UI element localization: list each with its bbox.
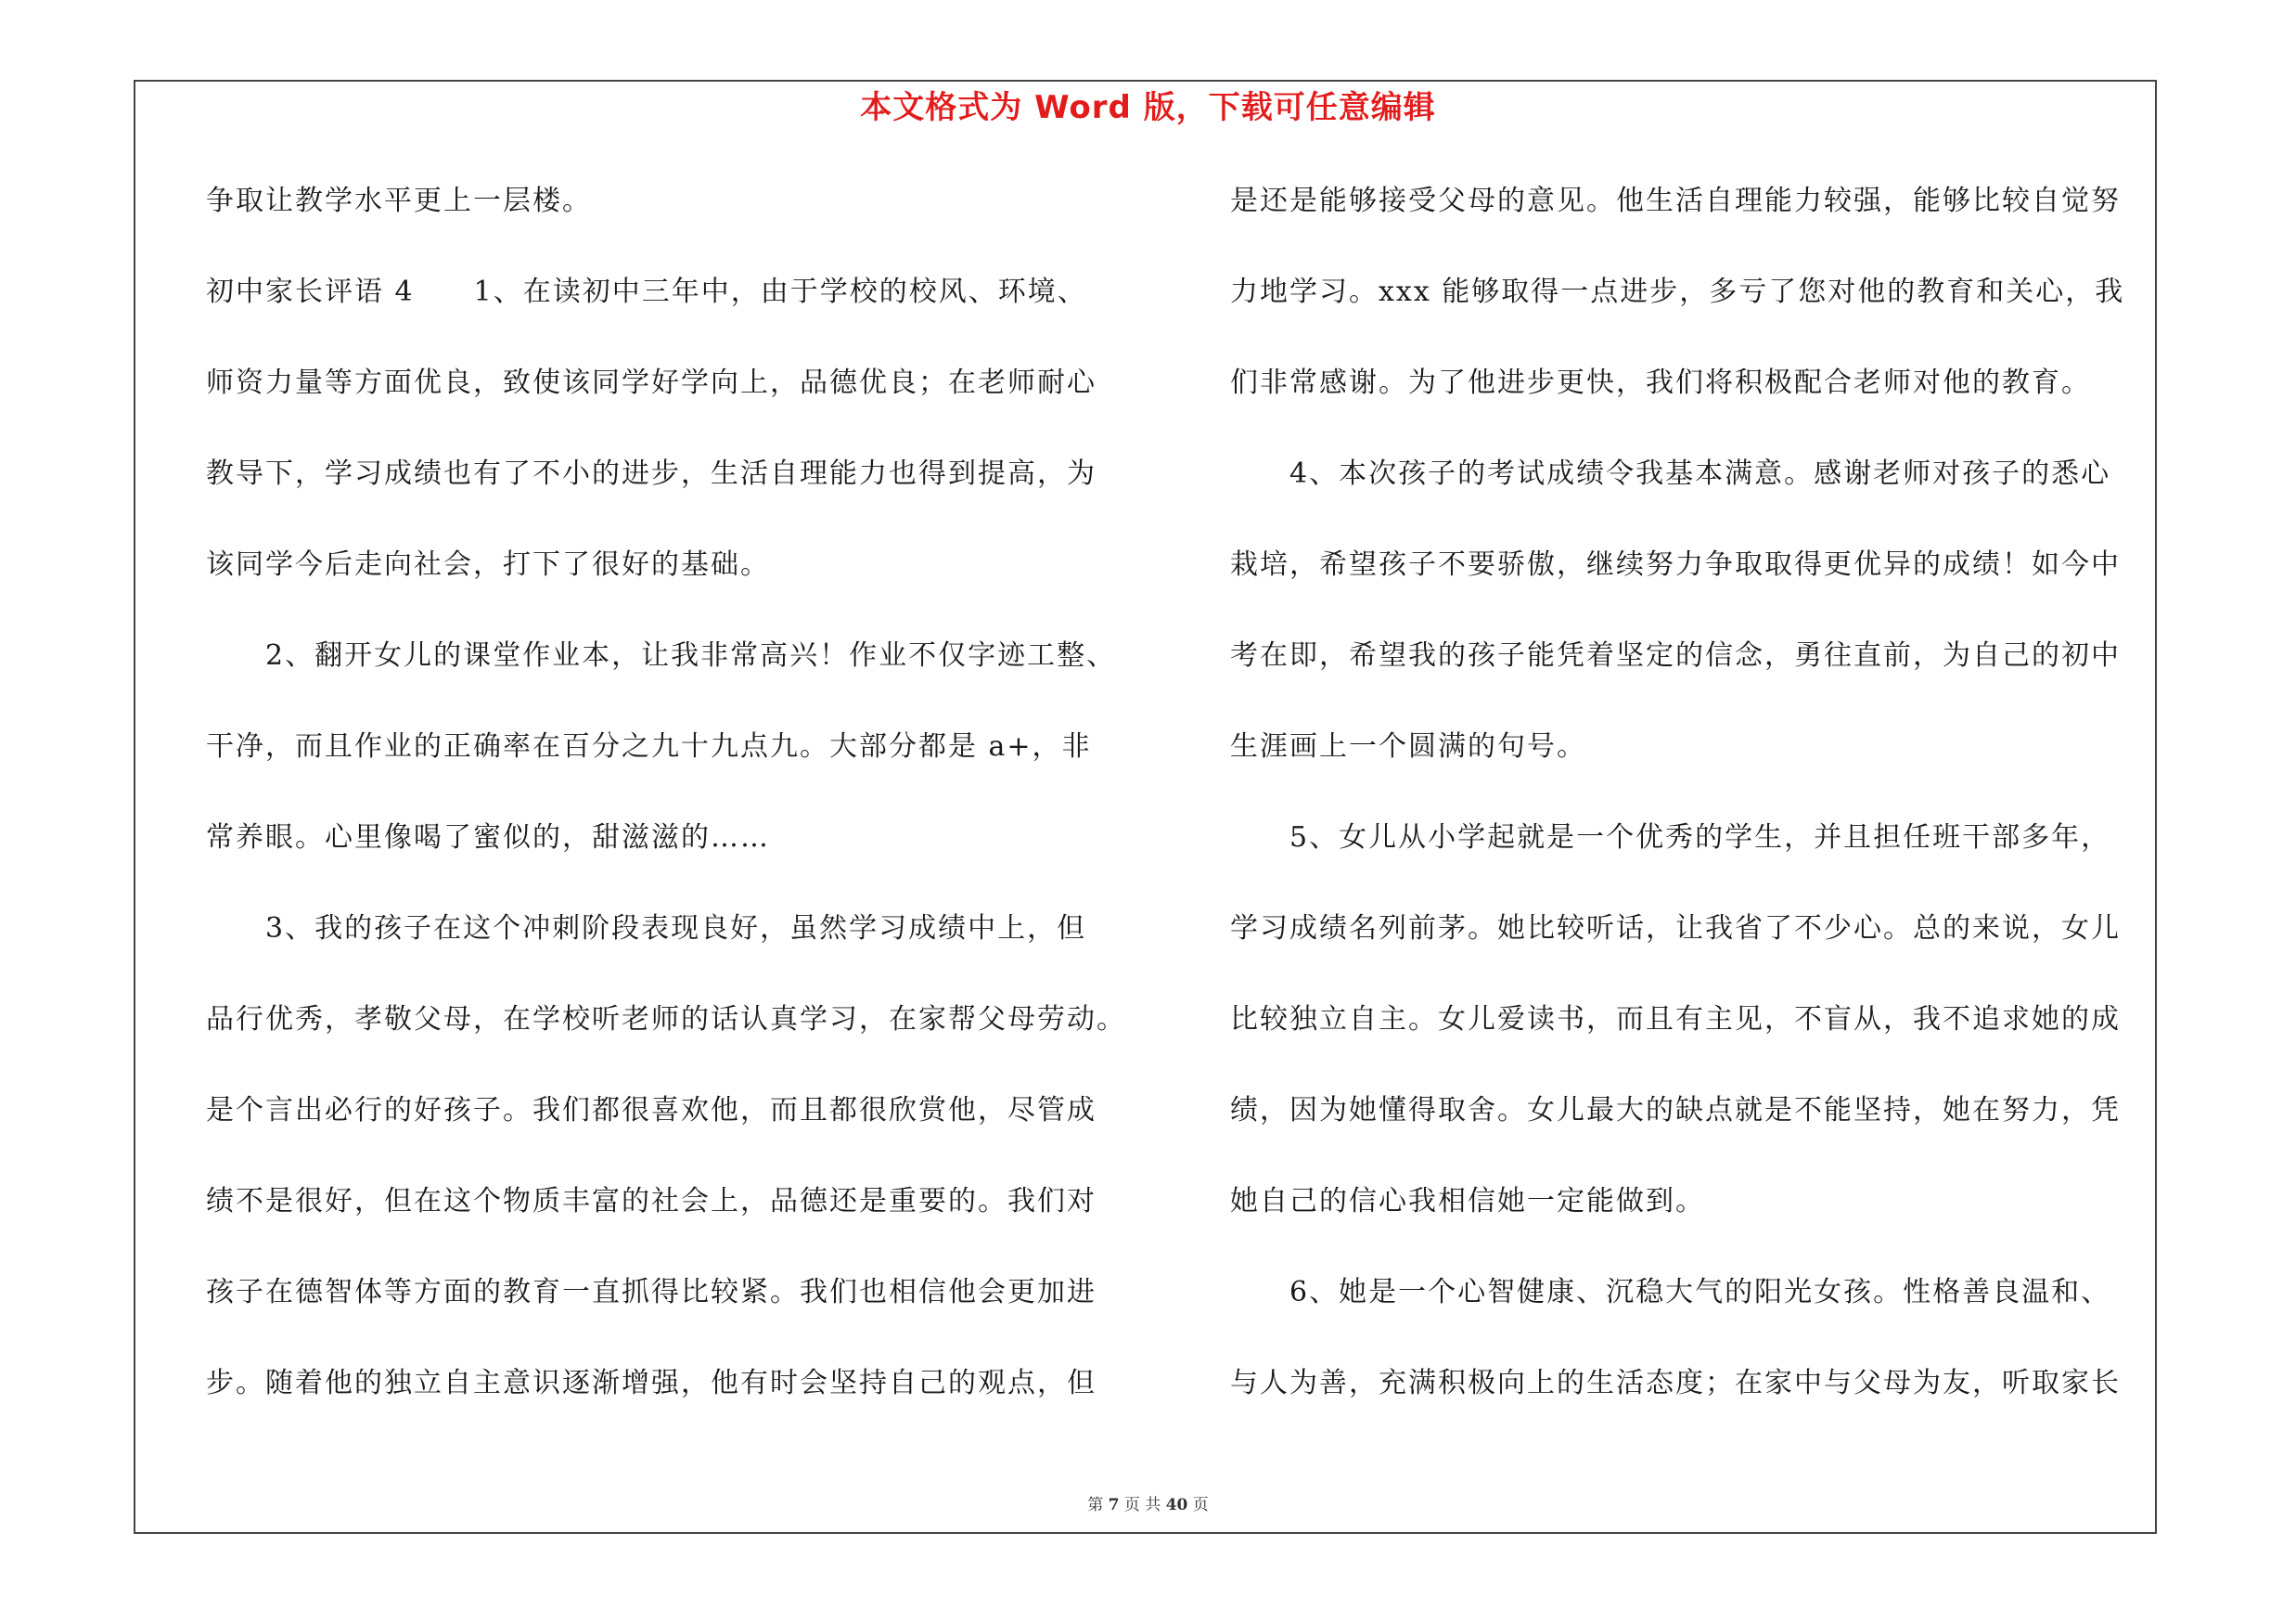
text-line: 孩子在德智体等方面的教育一直抓得比较紧。我们也相信他会更加进 [206, 1276, 1097, 1308]
text-line: 品行优秀，孝敬父母，在学校听老师的话认真学习，在家帮父母劳动。 [206, 1003, 1126, 1036]
text-line: 教导下，学习成绩也有了不小的进步，生活自理能力也得到提高，为 [206, 457, 1097, 490]
text-line: 栽培，希望孩子不要骄傲，继续努力争取取得更优异的成绩！如今中 [1230, 548, 2121, 581]
text-line: 初中家长评语 4 1、在读初中三年中，由于学校的校风、环境、 [206, 276, 1087, 308]
text-line: 绩不是很好，但在这个物质丰富的社会上，品德还是重要的。我们对 [206, 1185, 1097, 1217]
text-line: 干净，而且作业的正确率在百分之九十九点九。大部分都是 a+，非 [206, 730, 1092, 763]
paragraph-start-line: 6、她是一个心智健康、沉稳大气的阳光女孩。性格善良温和、 [1289, 1276, 2111, 1308]
paragraph-start-line: 2、翻开女儿的课堂作业本，让我非常高兴！作业不仅字迹工整、 [265, 639, 1117, 672]
text-line: 生涯画上一个圆满的句号。 [1230, 730, 1586, 763]
text-line: 比较独立自主。女儿爱读书，而且有主见，不盲从，我不追求她的成 [1230, 1003, 2121, 1036]
text-line: 是还是能够接受父母的意见。他生活自理能力较强，能够比较自觉努 [1230, 185, 2121, 217]
paragraph-start-line: 4、本次孩子的考试成绩令我基本满意。感谢老师对孩子的悉心 [1289, 457, 2111, 490]
text-line: 绩，因为她懂得取舍。女儿最大的缺点就是不能坚持，她在努力，凭 [1230, 1094, 2121, 1127]
paragraph-start-line: 3、我的孩子在这个冲刺阶段表现良好，虽然学习成绩中上，但 [265, 912, 1087, 945]
format-notice-banner: 本文格式为 Word 版，下载可任意编辑 [860, 89, 1436, 126]
text-line: 是个言出必行的好孩子。我们都很喜欢他，而且都很欣赏他，尽管成 [206, 1094, 1097, 1127]
page-number-footer [0, 1494, 2296, 1516]
text-line: 考在即，希望我的孩子能凭着坚定的信念，勇往直前，为自己的初中 [1230, 639, 2121, 672]
footer-prefix: 第 [1087, 1496, 1104, 1514]
text-line: 她自己的信心我相信她一定能做到。 [1230, 1185, 1705, 1217]
footer-suffix: 页 [1192, 1496, 1209, 1514]
total-pages-number: 40 [1165, 1496, 1188, 1514]
footer-middle: 页 共 [1123, 1496, 1161, 1514]
text-line: 该同学今后走向社会，打下了很好的基础。 [206, 548, 770, 581]
text-line: 与人为善，充满积极向上的生活态度；在家中与父母为友，听取家长 [1230, 1367, 2121, 1399]
text-line: 学习成绩名列前茅。她比较听话，让我省了不少心。总的来说，女儿 [1230, 912, 2121, 945]
text-line: 步。随着他的独立自主意识逐渐增强，他有时会坚持自己的观点，但 [206, 1367, 1097, 1399]
text-line: 争取让教学水平更上一层楼。 [206, 185, 592, 217]
text-line: 师资力量等方面优良，致使该同学好学向上，品德优良；在老师耐心 [206, 367, 1097, 399]
text-line: 力地学习。xxx 能够取得一点进步，多亏了您对他的教育和关心，我 [1230, 276, 2125, 308]
text-line: 常养眼。心里像喝了蜜似的，甜滋滋的…… [206, 821, 770, 854]
paragraph-start-line: 5、女儿从小学起就是一个优秀的学生，并且担任班干部多年， [1289, 821, 2111, 854]
current-page-number: 7 [1108, 1496, 1120, 1514]
text-line: 们非常感谢。为了他进步更快，我们将积极配合老师对他的教育。 [1230, 367, 2091, 399]
